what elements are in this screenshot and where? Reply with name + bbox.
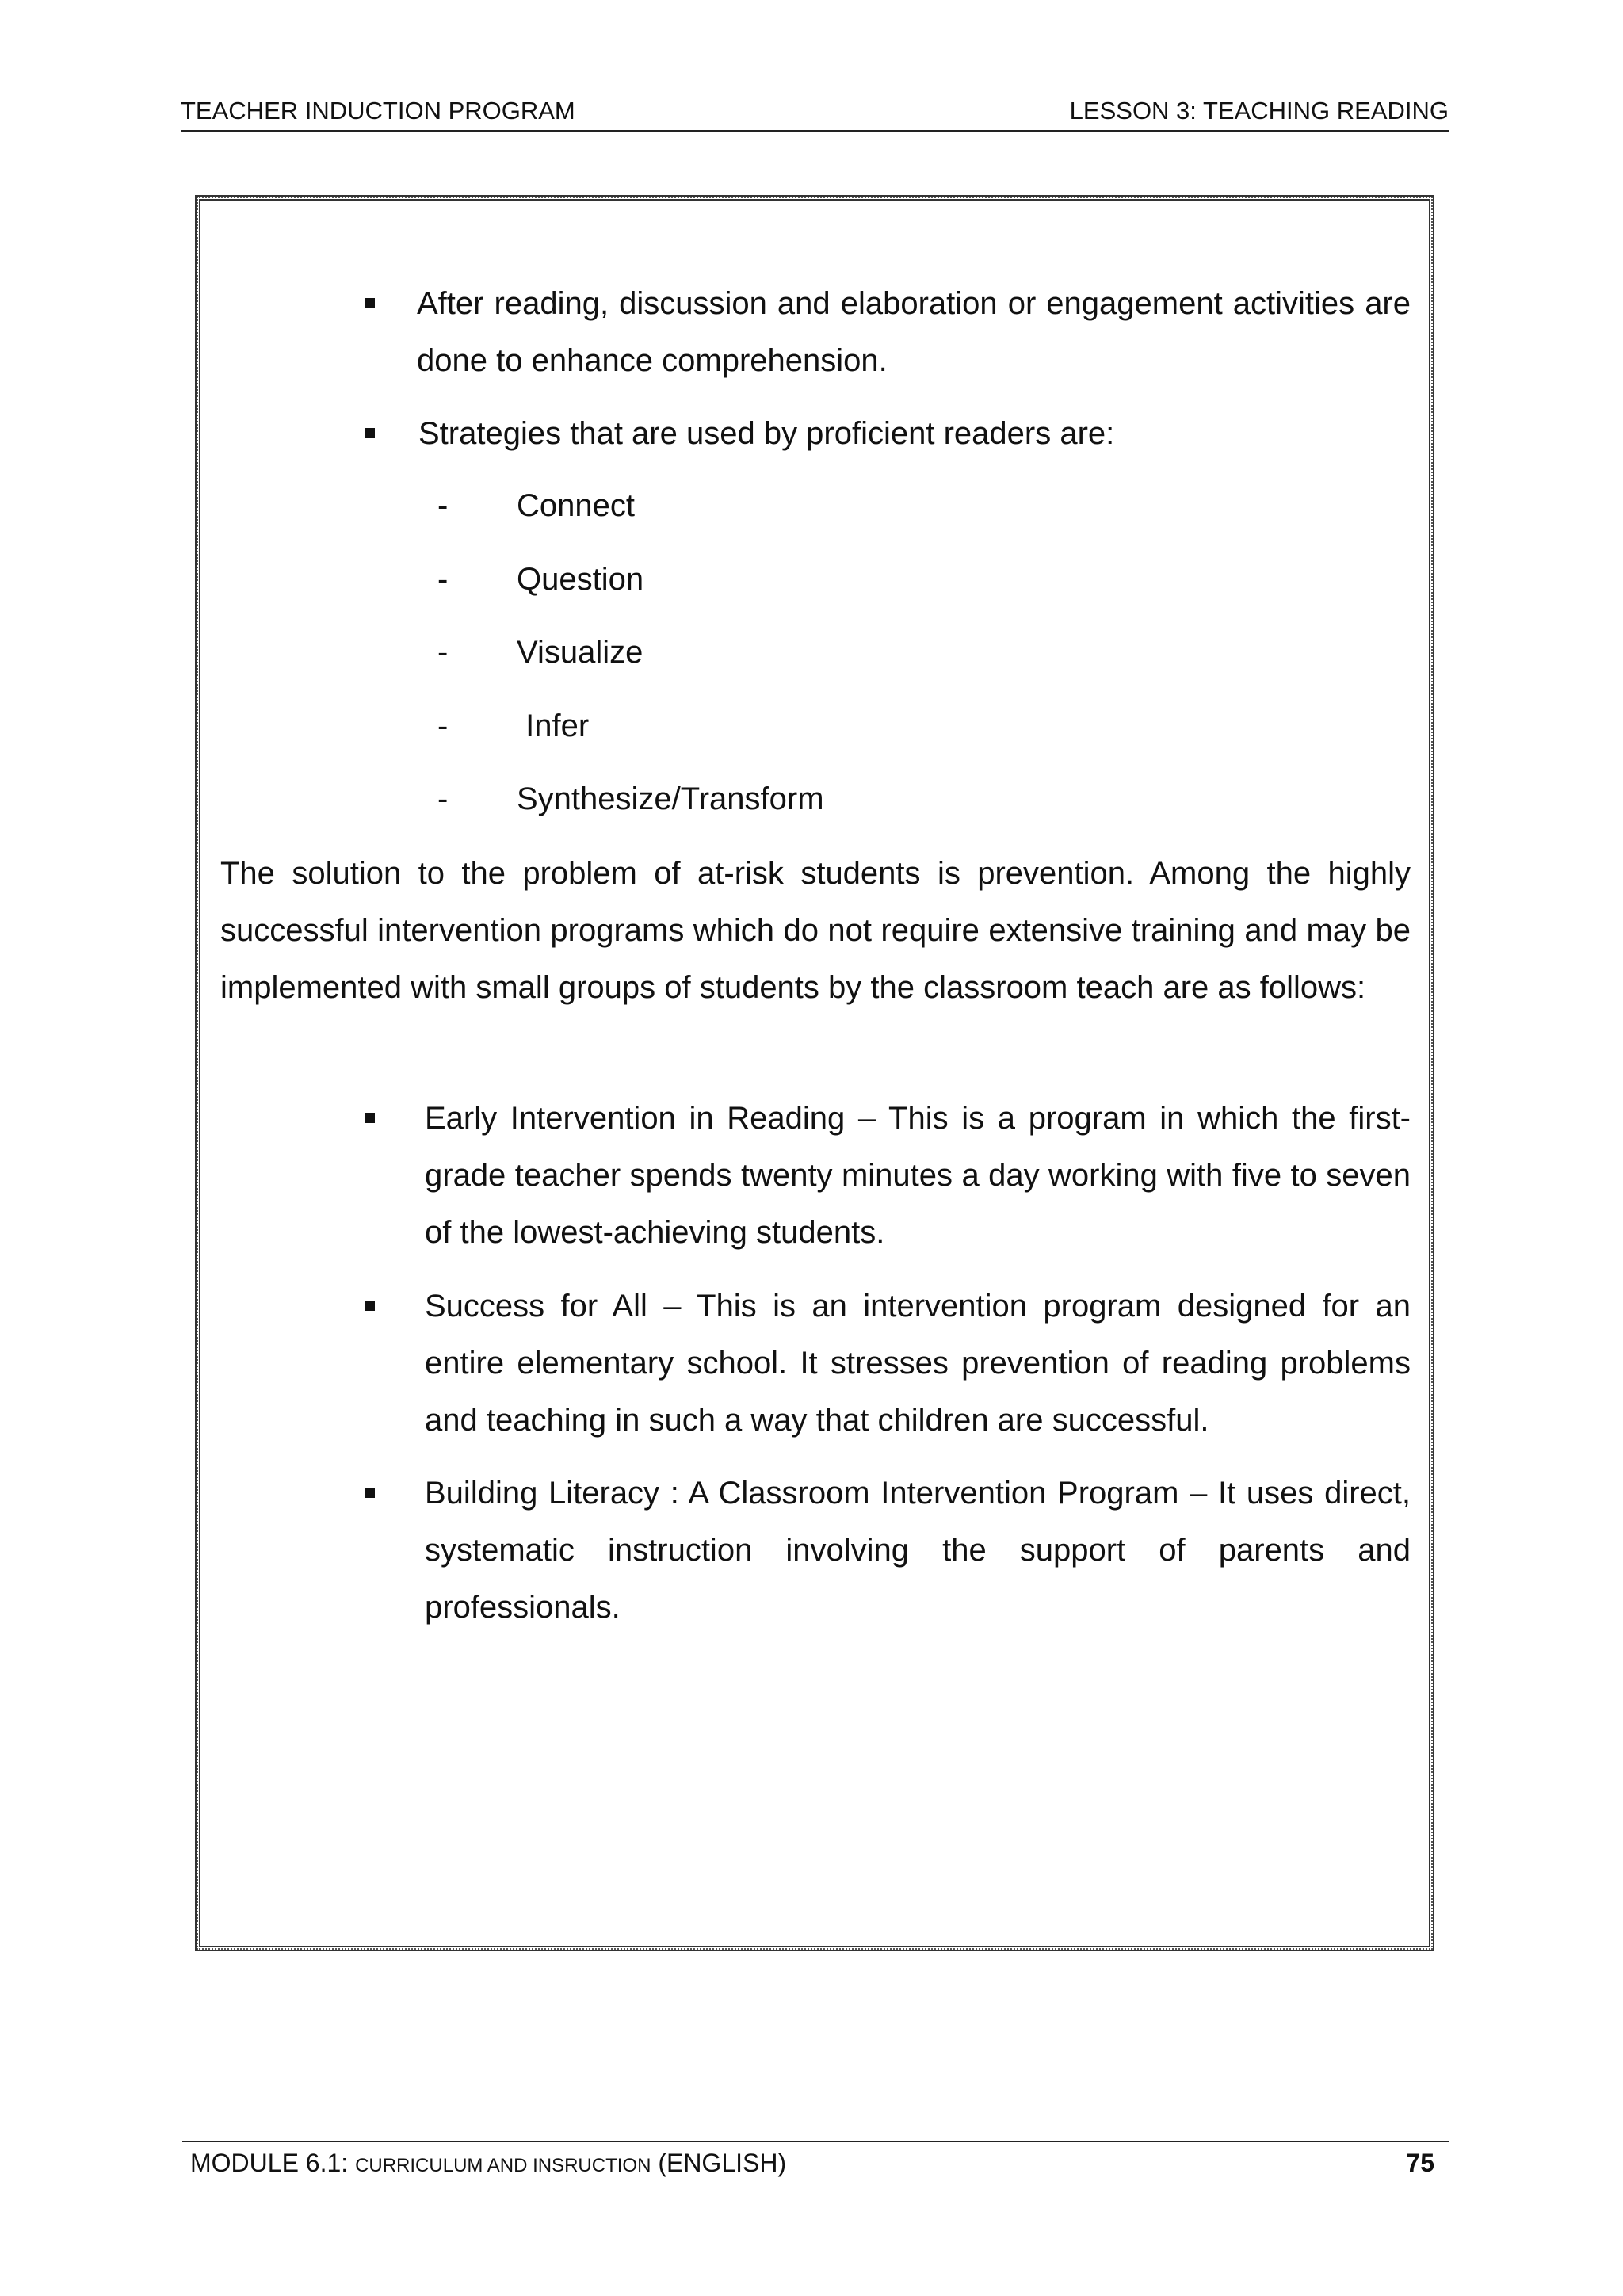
dash-marker: - <box>437 709 449 743</box>
bullet-text: After reading, discussion and elaboration or engagement activities are done to enhance comprehension. <box>417 286 1411 378</box>
lesson-title: LESSON 3: TEACHING READING <box>1069 97 1449 124</box>
strategy-label: Synthesize/Transform <box>517 781 824 816</box>
program-title: TEACHER INDUCTION PROGRAM <box>181 97 575 124</box>
module-label <box>190 2149 786 2178</box>
dash-marker: - <box>437 781 449 816</box>
body-paragraph: The solution to the problem of at-risk students is prevention. Among the highly successful intervention programs which do not require extensive training and may be implemented with small groups of students by the classroom teach are as follows: <box>220 856 1411 1005</box>
page-number: 75 <box>1406 2149 1434 2177</box>
bullet-text: Strategies that are used by proficient readers are: <box>418 416 1115 451</box>
strategy-label: Connect <box>517 488 635 523</box>
module-name: CURRICULUM AND INSRUCTION <box>355 2155 651 2176</box>
square-bullet-icon <box>365 428 375 438</box>
module-suffix: (ENGLISH) <box>651 2149 787 2177</box>
dash-marker: - <box>437 488 449 523</box>
dash-marker: - <box>437 635 449 670</box>
module-prefix: MODULE 6.1: <box>190 2149 356 2177</box>
bullet-text: Success for All – This is an intervention program designed for an entire elementary school. It stresses prevention of reading problems and teaching in such a way that children are successful. <box>425 1289 1411 1438</box>
square-bullet-icon <box>365 1113 375 1123</box>
square-bullet-icon <box>365 1488 375 1498</box>
square-bullet-icon <box>365 298 375 308</box>
dash-marker: - <box>437 562 449 597</box>
bullet-text: Early Intervention in Reading – This is a program in which the first-grade teacher spends twenty minutes a day working with five to seven of the lowest-achieving students. <box>425 1101 1411 1250</box>
page-header <box>181 98 1449 132</box>
strategy-label: Infer <box>517 709 590 743</box>
page-footer <box>182 2141 1449 2182</box>
square-bullet-icon <box>365 1301 375 1311</box>
bullet-text: Building Literacy : A Classroom Intervention Program – It uses direct, systematic instruction involving the support of parents and professionals. <box>425 1476 1411 1625</box>
strategy-label: Visualize <box>517 635 643 670</box>
strategy-label: Question <box>517 562 644 597</box>
